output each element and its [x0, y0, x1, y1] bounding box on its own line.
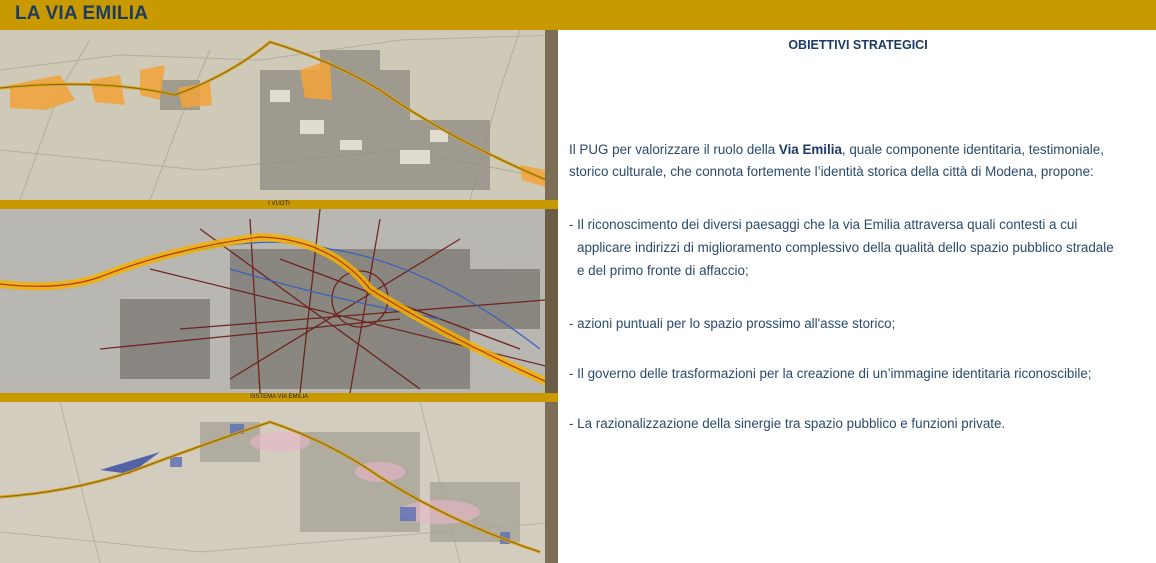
- intro-text-end: , quale componente identitaria, testimoniale, storico culturale, che connota fortemente l’identità storica della città di Modena, propone:: [569, 142, 1104, 179]
- page-title: LA VIA EMILIA: [15, 3, 149, 24]
- map-system-panel: [0, 209, 558, 393]
- map-sistema-panel: [0, 402, 558, 563]
- intro-highlight: Via Emilia: [778, 142, 842, 157]
- section-title: OBIETTIVI STRATEGICI: [788, 38, 928, 52]
- map-caption-sistema: SISTEMA VIA EMILIA: [249, 394, 309, 400]
- maps-column: [0, 30, 560, 563]
- objective-line: - Il riconoscimento dei diversi paesaggi che la via Emilia attraversa quali contesti a cui: [569, 217, 1078, 232]
- objective-line: applicare indirizzi di miglioramento complessivo della qualità dello spazio pubblico stradale: [577, 240, 1114, 255]
- intro-text-start: Il PUG per valorizzare il ruolo della: [569, 142, 779, 157]
- map-roads-image: [0, 209, 558, 393]
- objective-line: e del primo fronte di affaccio;: [577, 263, 749, 278]
- map-caption-vuoti: I VUOTI: [268, 201, 290, 207]
- header-bar: [0, 0, 1156, 30]
- map-sistema-image: [0, 402, 558, 563]
- objective-item-landscapes: [569, 213, 1154, 282]
- map-vuoti-panel: [0, 30, 558, 200]
- objective-item-governance: - Il governo delle trasformazioni per la creazione di un’immagine identitaria riconoscibile;: [569, 366, 1092, 381]
- intro-paragraph: [569, 139, 1144, 183]
- map-vuoti-image: [0, 30, 558, 200]
- objective-item-rationalization: - La razionalizzazione della sinergie tra spazio pubblico e funzioni private.: [569, 416, 1006, 431]
- objectives-panel: [560, 30, 1156, 563]
- objective-item-actions: - azioni puntuali per lo spazio prossimo all'asse storico;: [569, 316, 896, 331]
